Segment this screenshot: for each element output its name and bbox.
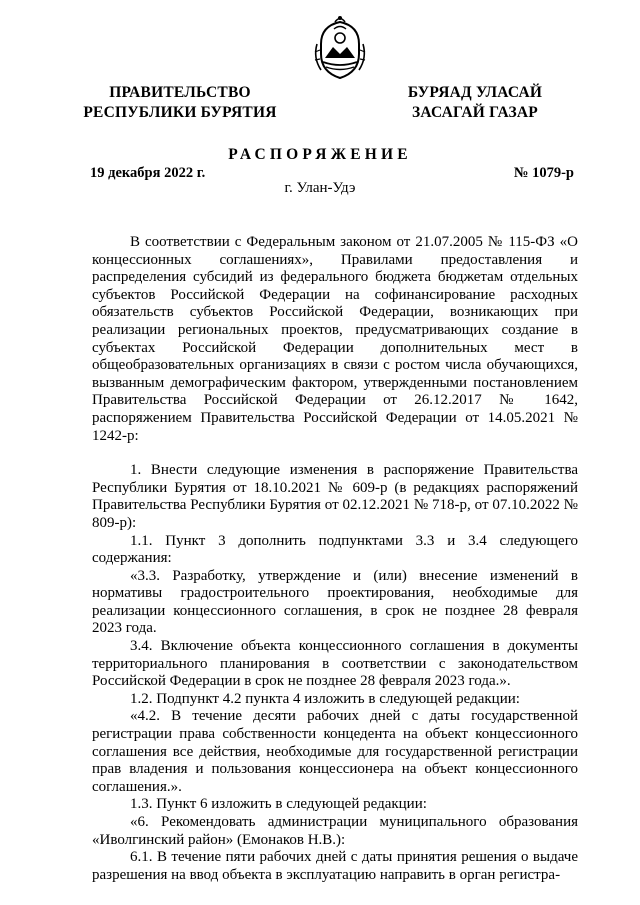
header-right-line-1: БУРЯАД УЛАСАЙ [407,84,543,101]
paragraph-item-3-4: 3.4. Включение объекта концессионного соглашения в документы территориального планирования в соответствии с законодательством Российской Федерации в срок не позднее 28 февраля 2023 года.». [92,638,578,690]
paragraph-item-1-3: 1.3. Пункт 6 изложить в следующей редакции: [130,796,427,813]
header-right-line-2: ЗАСАГАЙ ГАЗАР [412,104,538,121]
paragraph-item-6: «6. Рекомендовать администрации муниципального образования «Иволгинский район» (Емонаков Н.В.): [92,814,578,848]
paragraph-item-1: 1. Внести следующие изменения в распоряжение Правительства Республики Бурятия от 18.10.2021 № 609-р (в редакциях распоряжений Правительства Республики Бурятия от 02.12.2021 № 718-р, от 07.10.2022 № 809-р): [92,462,578,531]
header-left-line-1: ПРАВИТЕЛЬСТВО [109,84,251,101]
document-date: 19 декабря 2022 г. [90,165,206,181]
paragraph-item-4-2: «4.2. В течение десяти рабочих дней с даты государственной регистрации права собственности концедента на объект концессионного соглашения все действия, необходимые для государственной регистрации прав владения и пользования концессионера на объект концессионного соглашения.». [92,708,578,795]
document-title: РАСПОРЯЖЕНИЕ [228,146,412,163]
document-city: г. Улан-Удэ [284,180,356,196]
paragraph-item-1-2: 1.2. Подпункт 4.2 пункта 4 изложить в следующей редакции: [130,690,520,707]
government-header-buryat [400,83,550,123]
document-number: № 1079-р [513,165,574,181]
coat-of-arms-emblem [305,14,375,84]
government-header-russian [80,83,280,123]
header-left-line-2: РЕСПУБЛИКИ БУРЯТИЯ [83,104,277,121]
paragraph-item-1-1: 1.1. Пункт 3 дополнить подпунктами 3.3 и 3.4 следующего содержания: [92,532,578,567]
paragraph-item-6-1: 6.1. В течение пяти рабочих дней с даты принятия решения о выдаче разрешения на ввод объекта в эксплуатацию направить в орган регистра- [92,849,578,883]
paragraph-item-3-3: «3.3. Разработку, утверждение и (или) внесение изменений в нормативы градостроительного проектирования, необходимые для реализации концессионного соглашения, в срок не позднее 28 февраля 2023 года. [92,567,578,637]
paragraph-preamble: В соответствии с Федеральным законом от 21.07.2005 № 115-ФЗ «О концессионных соглашениях», Правилами предоставления и распределения субсидий из федерального бюджета бюджетам отдельных субъектов Российской Федерации на софинансирование расходных обязательств субъектов Российской Федерации, возникающих при реализации региональных проектов, предусматривающих создание в субъектах Российской Федерации дополнительных мест в общеобразовательных организациях в связи с ростом числа обучающихся, вызванным демографическим фактором, утвержденными постановлением Правительства Российской Федерации от 26.12.2017 № 1642, распоряжением Правительства Российской Федерации от 14.05.2021 № 1242-р: [92,234,578,444]
document-body [92,234,578,884]
